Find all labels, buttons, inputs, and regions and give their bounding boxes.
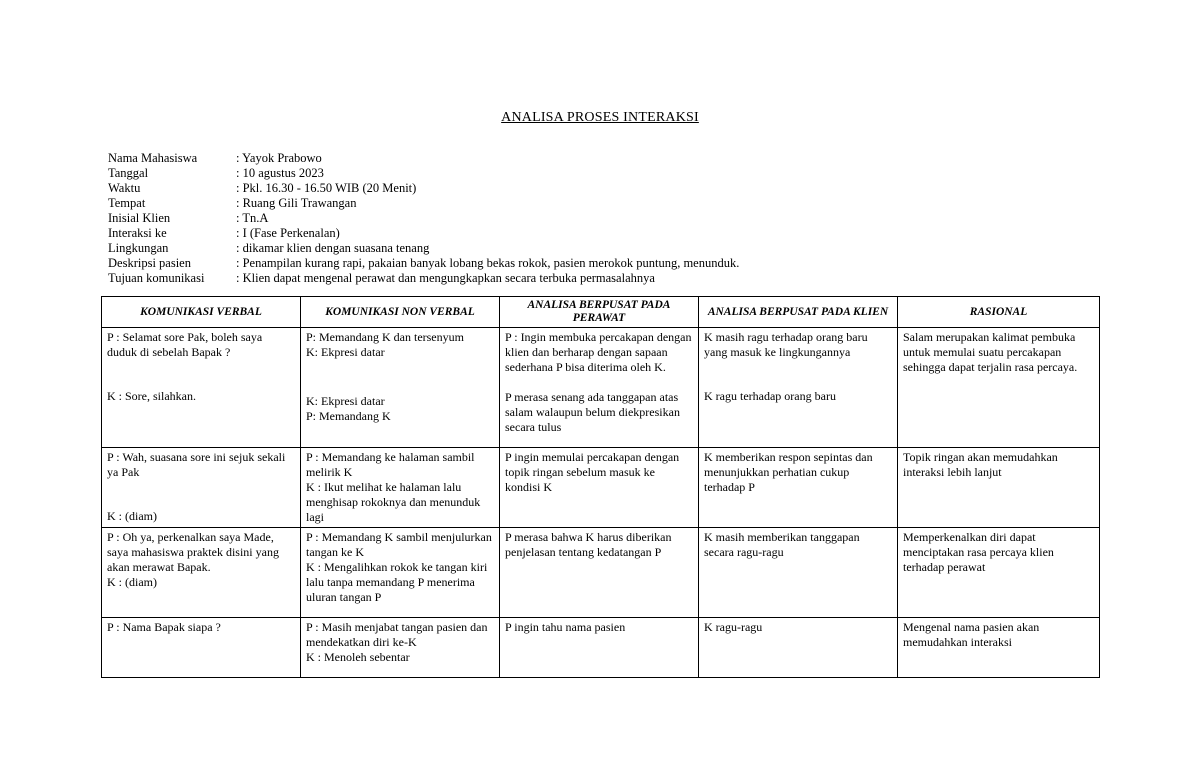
- header-klien: ANALISA BERPUSAT PADA KLIEN: [699, 297, 898, 328]
- rasional-text: Mengenal nama pasien akan memudahkan interaksi: [903, 620, 1043, 649]
- info-row-waktu: [108, 181, 739, 196]
- cell-klien: [699, 618, 898, 678]
- info-row-deskripsi: [108, 256, 739, 271]
- info-value: : 10 agustus 2023: [236, 166, 324, 180]
- info-value: : I (Fase Perkenalan): [236, 226, 340, 240]
- info-value: : Ruang Gili Trawangan: [236, 196, 357, 210]
- klien-text: K masih memberikan tanggapan secara ragu-ragu: [704, 530, 863, 559]
- header-nonverbal: KOMUNIKASI NON VERBAL: [301, 297, 500, 328]
- nonverbal-text: P : Memandang K sambil menjulurkan tangan ke K K : Mengalihkan rokok ke tangan kiri lalu tanpa memandang P menerima uluran tangan P: [306, 530, 492, 604]
- nonverbal-text: P : Masih menjabat tangan pasien dan mendekatkan diri ke-K K : Menoleh sebentar: [306, 620, 488, 664]
- cell-perawat: [500, 618, 699, 678]
- cell-nonverbal: [301, 528, 500, 618]
- info-value: : dikamar klien dengan suasana tenang: [236, 241, 430, 255]
- info-label: Lingkungan: [108, 241, 169, 255]
- info-label: Interaksi ke: [108, 226, 167, 240]
- cell-verbal: [102, 528, 301, 618]
- info-row-interaksi: [108, 226, 739, 241]
- info-value: : Yayok Prabowo: [236, 151, 322, 165]
- info-value: : Klien dapat mengenal perawat dan mengungkapkan secara terbuka permasalahnya: [236, 271, 655, 285]
- cell-rasional: [898, 618, 1100, 678]
- interaction-table: [101, 296, 1100, 678]
- info-row-tujuan: [108, 271, 739, 286]
- cell-verbal: [102, 618, 301, 678]
- nonverbal-text: K: Ekpresi datar P: Memandang K: [306, 394, 391, 423]
- verbal-text: P : Selamat sore Pak, boleh saya duduk di sebelah Bapak ?: [107, 330, 266, 359]
- klien-text: K memberikan respon sepintas dan menunjukkan perhatian cukup terhadap P: [704, 450, 876, 494]
- verbal-text: K : (diam): [107, 509, 157, 523]
- page-title: ANALISA PROSES INTERAKSI: [501, 110, 699, 125]
- cell-verbal: [102, 448, 301, 528]
- cell-perawat: [500, 528, 699, 618]
- rasional-text: Salam merupakan kalimat pembuka untuk memulai suatu percakapan sehingga dapat terjalin rasa percaya.: [903, 330, 1079, 374]
- klien-text: K ragu-ragu: [704, 620, 763, 634]
- info-row-tanggal: [108, 166, 739, 181]
- info-value: : Pkl. 16.30 - 16.50 WIB (20 Menit): [236, 181, 417, 195]
- perawat-text: P merasa senang ada tanggapan atas salam walaupun belum diekpresikan secara tulus: [505, 390, 683, 434]
- cell-rasional: [898, 328, 1100, 448]
- info-value: : Tn.A: [236, 211, 269, 225]
- cell-rasional: [898, 528, 1100, 618]
- info-label: Nama Mahasiswa: [108, 151, 198, 165]
- verbal-text: P : Wah, suasana sore ini sejuk sekali ya Pak: [107, 450, 289, 479]
- perawat-text: P ingin tahu nama pasien: [505, 620, 626, 634]
- header-perawat: ANALISA BERPUSAT PADA PERAWAT: [500, 297, 699, 328]
- table-header-row: [102, 297, 1100, 328]
- header-verbal: KOMUNIKASI VERBAL: [102, 297, 301, 328]
- info-row-inisial: [108, 211, 739, 226]
- cell-klien: [699, 528, 898, 618]
- cell-perawat: [500, 448, 699, 528]
- table-row: [102, 328, 1100, 448]
- info-row-tempat: [108, 196, 739, 211]
- perawat-text: P ingin memulai percakapan dengan topik ringan sebelum masuk ke kondisi K: [505, 450, 683, 494]
- info-label: Tanggal: [108, 166, 149, 180]
- nonverbal-text: P: Memandang K dan tersenyum K: Ekpresi datar: [306, 330, 464, 359]
- cell-nonverbal: [301, 618, 500, 678]
- verbal-text: P : Nama Bapak siapa ?: [107, 620, 221, 634]
- cell-klien: [699, 448, 898, 528]
- verbal-text: K : Sore, silahkan.: [107, 389, 196, 403]
- cell-klien: [699, 328, 898, 448]
- header-rasional: RASIONAL: [898, 297, 1100, 328]
- patient-info: [108, 151, 739, 286]
- info-label: Deskripsi pasien: [108, 256, 191, 270]
- klien-text: K ragu terhadap orang baru: [704, 389, 836, 403]
- info-label: Inisial Klien: [108, 211, 171, 225]
- table-row: [102, 618, 1100, 678]
- rasional-text: Topik ringan akan memudahkan interaksi lebih lanjut: [903, 450, 1061, 479]
- nonverbal-text: P : Memandang ke halaman sambil melirik K K : Ikut melihat ke halaman lalu menghisap rokoknya dan menunduk lagi: [306, 450, 481, 524]
- info-label: Tempat: [108, 196, 146, 210]
- info-value: : Penampilan kurang rapi, pakaian banyak lobang bekas rokok, pasien merokok puntung, menunduk.: [236, 256, 740, 270]
- cell-nonverbal: [301, 448, 500, 528]
- perawat-text: P : Ingin membuka percakapan dengan klien dan berharap dengan sapaan sederhana P bisa diterima oleh K.: [505, 330, 695, 374]
- info-row-nama: [108, 151, 739, 166]
- table-row: [102, 448, 1100, 528]
- perawat-text: P merasa bahwa K harus diberikan penjelasan tentang kedatangan P: [505, 530, 675, 559]
- info-row-lingkungan: [108, 241, 739, 256]
- verbal-text: P : Oh ya, perkenalkan saya Made, saya mahasiswa praktek disini yang akan merawat Bapak. K : (diam): [107, 530, 279, 589]
- info-label: Waktu: [108, 181, 141, 195]
- klien-text: K masih ragu terhadap orang baru yang masuk ke lingkungannya: [704, 330, 871, 359]
- cell-perawat: [500, 328, 699, 448]
- rasional-text: Memperkenalkan diri dapat menciptakan rasa percaya klien terhadap perawat: [903, 530, 1057, 574]
- cell-rasional: [898, 448, 1100, 528]
- cell-nonverbal: [301, 328, 500, 448]
- table-row: [102, 528, 1100, 618]
- info-label: Tujuan komunikasi: [108, 271, 205, 285]
- cell-verbal: [102, 328, 301, 448]
